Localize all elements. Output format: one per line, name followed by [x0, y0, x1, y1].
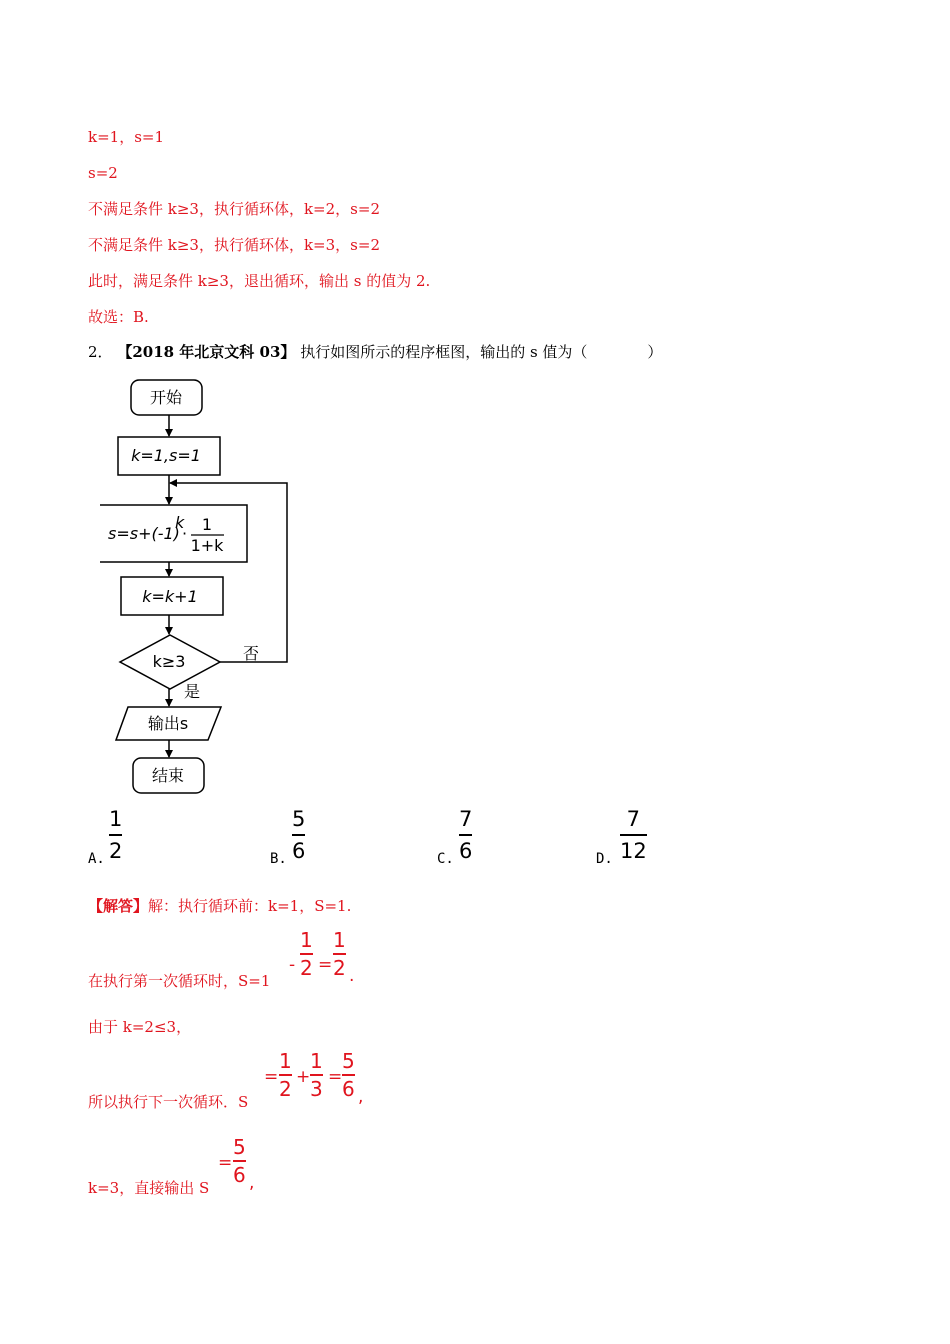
prev-solution-answer: 故选：B.	[88, 308, 149, 326]
option-d-label: D.	[596, 851, 613, 867]
option-d-fraction: 7 12	[620, 807, 647, 863]
solution-intro-line	[88, 896, 351, 916]
solution-final: k=3，直接输出 S	[88, 1179, 210, 1197]
update-s-den: 1+k	[190, 536, 224, 555]
end-label: 结束	[151, 766, 185, 785]
update-s-dot: ·	[182, 524, 188, 543]
question-line	[88, 342, 662, 362]
next-loop-fraction-1: 1 2	[279, 1049, 292, 1101]
prev-solution-line-2: s=2	[88, 164, 118, 182]
next-loop-fraction-3: 5 6	[342, 1049, 355, 1101]
question-text: 执行如图所示的程序框图，输出的 s 值为（ ）	[300, 343, 663, 361]
option-c-label: C.	[437, 851, 454, 867]
start-label: 开始	[149, 388, 183, 407]
update-s-num: 1	[201, 515, 213, 534]
solution-since: 由于 k=2≤3，	[88, 1018, 192, 1036]
first-loop-fraction-2: 1 2	[333, 928, 346, 980]
next-loop-fraction-2: 1 3	[310, 1049, 323, 1101]
prev-solution-line-5: 此时，满足条件 k≥3，退出循环，输出 s 的值为 2.	[88, 272, 431, 290]
init-label: k=1,s=1	[131, 446, 201, 465]
program-flowchart	[100, 370, 300, 800]
option-b-label: B.	[270, 851, 287, 867]
question-source: 【2018 年北京文科 03】	[117, 343, 296, 361]
prev-solution-line-4: 不满足条件 k≥3，执行循环体，k=3，s=2	[88, 236, 380, 254]
option-a-fraction: 1 2	[109, 807, 123, 863]
final-fraction: 5 6	[233, 1135, 246, 1187]
solution-first-loop: 在执行第一次循环时，S=1	[88, 972, 271, 990]
solution-header: 【解答】	[88, 897, 149, 915]
option-a-label: A.	[88, 851, 105, 867]
update-s-left: s=s+(-1)	[108, 524, 180, 543]
update-s-exp: k	[175, 513, 185, 532]
question-number: 2．	[88, 343, 113, 361]
increment-label: k=k+1	[142, 587, 198, 606]
option-c-fraction: 7 6	[459, 807, 473, 863]
yes-label: 是	[184, 682, 201, 701]
first-loop-fraction-1: 1 2	[300, 928, 313, 980]
prev-solution-line-1: k=1，s=1	[88, 128, 165, 146]
output-label: 输出s	[147, 714, 189, 733]
option-b-fraction: 5 6	[292, 807, 306, 863]
no-label: 否	[243, 644, 260, 663]
solution-next-loop: 所以执行下一次循环．S	[88, 1093, 249, 1111]
prev-solution-line-3: 不满足条件 k≥3，执行循环体，k=2，s=2	[88, 200, 380, 218]
solution-intro: 解：执行循环前：k=1，S=1.	[148, 897, 352, 915]
condition-label: k≥3	[152, 652, 186, 671]
